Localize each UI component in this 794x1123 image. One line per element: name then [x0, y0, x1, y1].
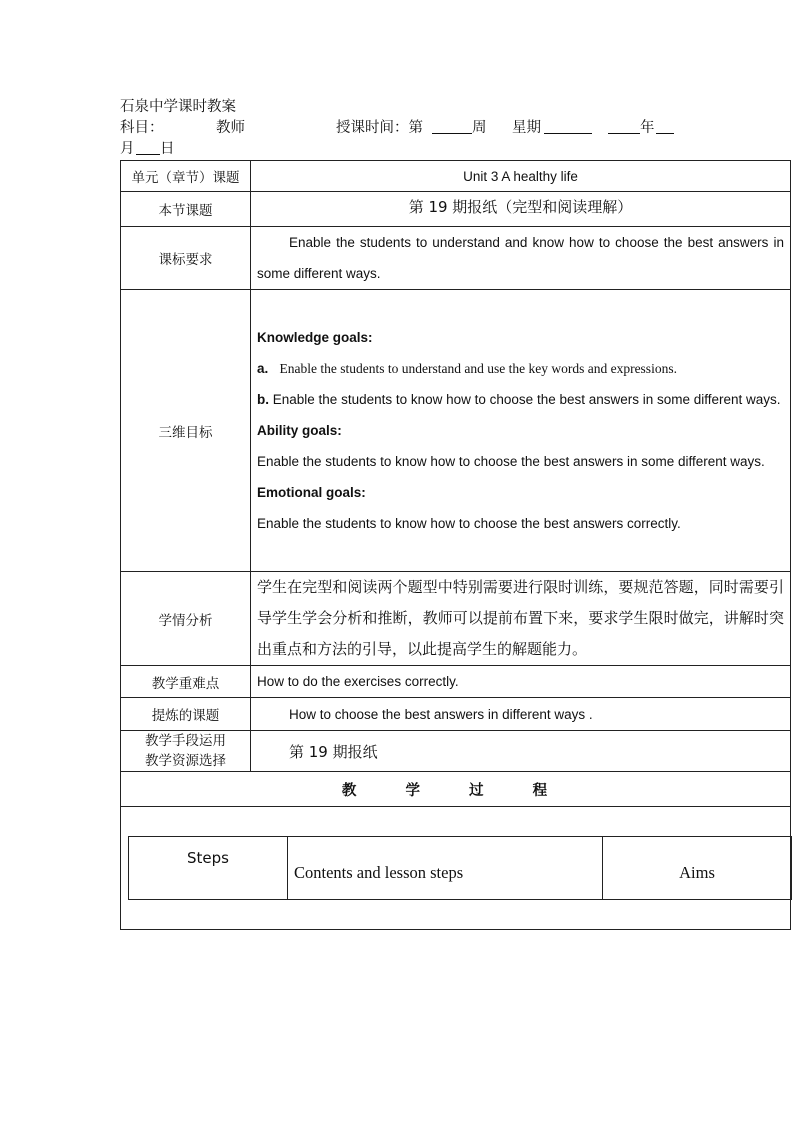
year-label: 年 [640, 120, 655, 136]
refined-label: 提炼的课题 [121, 698, 251, 731]
month-blank-tail [656, 118, 674, 134]
means-value: 第 19 期报纸 [251, 731, 791, 772]
knowledge-goal-a-marker: a. [257, 361, 269, 376]
month-label: 月 [120, 141, 135, 157]
week-label: 周 [472, 120, 487, 136]
subject-label: 科目： [120, 120, 164, 136]
row-standard [121, 227, 791, 290]
process-body [121, 807, 791, 930]
means-label-line2: 教学资源选择 [145, 753, 226, 769]
row-analysis [121, 572, 791, 666]
knowledge-goal-b-text: Enable the students to know how to choose the best answers in some different ways. [272, 392, 781, 407]
row-refined [121, 698, 791, 731]
standard-cell [251, 227, 791, 290]
row-means [121, 731, 791, 772]
unit-label: 单元（章节）课题 [121, 161, 251, 192]
analysis-value: 学生在完型和阅读两个题型中特别需要进行限时训练，要规范答题，同时需要引导学生学会分析和推断，教师可以提前布置下来，要求学生限时做完，讲解时突出重点和方法的引导，以此提高学生的解题能力。 [257, 578, 784, 658]
steps-header: Steps [129, 837, 288, 900]
knowledge-goal-b [257, 384, 784, 415]
row-process-title [121, 772, 791, 807]
difficulty-label: 教学重难点 [121, 666, 251, 698]
refined-value: How to choose the best answers in different ways . [251, 698, 791, 731]
emotional-goals-title: Emotional goals: [257, 485, 366, 500]
knowledge-goals-title: Knowledge goals: [257, 330, 373, 345]
aims-header: Aims [603, 837, 792, 900]
row-unit [121, 161, 791, 192]
lesson-plan-table [120, 160, 791, 930]
standard-value: Enable the students to understand and know how to choose the best answers in some different ways. [257, 235, 784, 281]
ability-goals-title: Ability goals: [257, 423, 342, 438]
process-title: 教 学 过 程 [121, 772, 791, 807]
row-difficulty [121, 666, 791, 698]
row-goals [121, 290, 791, 572]
emotional-goals-text: Enable the students to know how to choose the best answers correctly. [257, 516, 681, 531]
steps-header-row [129, 837, 792, 900]
analysis-label: 学情分析 [121, 572, 251, 666]
difficulty-value: How to do the exercises correctly. [251, 666, 791, 698]
ability-goals-text: Enable the students to know how to choose the best answers in some different ways. [257, 454, 765, 469]
knowledge-goal-a-text: Enable the students to understand and use the key words and expressions. [279, 361, 677, 376]
teacher-label: 教师 [216, 120, 245, 136]
steps-table [128, 836, 792, 900]
unit-value: Unit 3 A healthy life [251, 161, 791, 192]
row-process-body [121, 807, 791, 930]
weekday-blank [544, 118, 592, 134]
time-label: 授课时间：第 [336, 120, 423, 136]
means-label-line1: 教学手段运用 [145, 733, 226, 749]
weekday-label: 星期 [512, 120, 541, 136]
knowledge-goal-a [257, 353, 784, 384]
lesson-value: 第 19 期报纸（完型和阅读理解） [251, 192, 791, 227]
goals-label: 三维目标 [121, 290, 251, 572]
year-blank [608, 118, 640, 134]
contents-header: Contents and lesson steps [288, 837, 603, 900]
school-title: 石泉中学课时教案 [120, 99, 236, 115]
day-label: 日 [160, 141, 175, 157]
standard-label: 课标要求 [121, 227, 251, 290]
means-label [121, 731, 251, 772]
lesson-label: 本节课题 [121, 192, 251, 227]
row-lesson [121, 192, 791, 227]
knowledge-goal-b-marker: b. [257, 392, 269, 407]
goals-cell [251, 290, 791, 572]
week-number-blank [432, 118, 472, 134]
analysis-cell [251, 572, 791, 666]
day-blank [136, 139, 160, 155]
